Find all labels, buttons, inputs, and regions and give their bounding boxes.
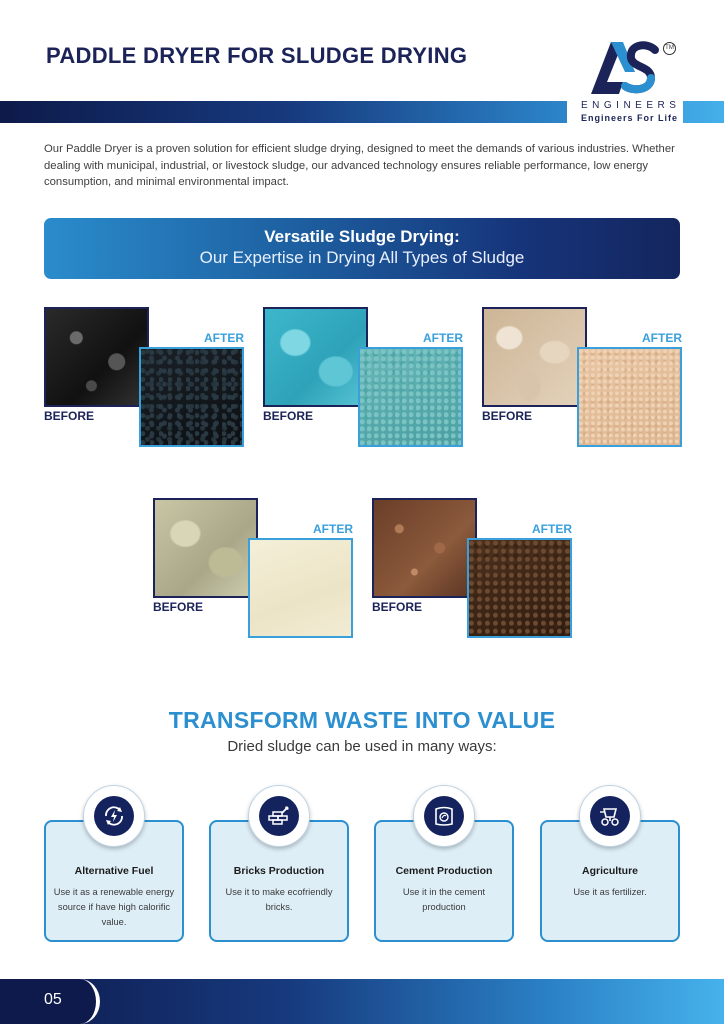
sludge-sample-black: [44, 307, 244, 449]
card-description: Use it in the cement production: [402, 887, 486, 912]
card-description: Use it as a renewable energy source if have high calorific value.: [53, 887, 175, 927]
company-logo: [567, 38, 683, 126]
sludge-sample-beige: [482, 307, 682, 449]
before-label: BEFORE: [153, 600, 204, 614]
before-image: [153, 498, 258, 598]
card-title: Cement Production: [395, 865, 493, 877]
section-title: TRANSFORM WASTE INTO VALUE: [168, 707, 556, 733]
trademark-badge: TM: [663, 42, 676, 55]
fertilizer-spreader-icon: [579, 785, 641, 847]
section-subtitle: Dried sludge can be used in many ways:: [227, 738, 497, 755]
after-label: AFTER: [204, 331, 244, 345]
renewable-energy-icon: [83, 785, 145, 847]
after-image: [467, 538, 572, 638]
before-label: BEFORE: [44, 409, 95, 423]
after-label: AFTER: [532, 522, 572, 536]
after-label: AFTER: [423, 331, 463, 345]
before-image: [372, 498, 477, 598]
bricks-icon: [248, 785, 310, 847]
logo-tagline: Engineers For Life: [581, 113, 679, 123]
after-image: [577, 347, 682, 447]
intro-paragraph: Our Paddle Dryer is a proven solution for efficient sludge drying, designed to meet the demands of various industries. Whether dealing with municipal, industrial, or livestock sludge, our advanced technology ensures reliable performance, low energy consumption, and minimal environmental impact.: [44, 143, 675, 188]
footer-gradient-bar: [0, 979, 724, 1024]
card-description: Use it as fertilizer.: [573, 887, 647, 897]
after-image: [358, 347, 463, 447]
page-title: PADDLE DRYER FOR SLUDGE DRYING: [46, 43, 468, 68]
as-logo-mark-icon: [589, 38, 661, 98]
after-label: AFTER: [642, 331, 682, 345]
page-number: 05: [44, 991, 62, 1008]
after-image: [248, 538, 353, 638]
sludge-sample-teal: [263, 307, 463, 449]
logo-name: ENGINEERS: [581, 100, 681, 111]
before-image: [44, 307, 149, 407]
cement-bag-icon: [413, 785, 475, 847]
card-description: Use it to make ecofriendly bricks.: [225, 887, 333, 912]
card-title: Agriculture: [581, 865, 638, 877]
before-label: BEFORE: [482, 409, 533, 423]
versatile-drying-banner: [44, 218, 680, 279]
card-title: Bricks Production: [233, 865, 325, 877]
before-image: [482, 307, 587, 407]
card-title: Alternative Fuel: [74, 865, 154, 877]
banner-subtitle: Our Expertise in Drying All Types of Sludge: [199, 248, 525, 267]
before-image: [263, 307, 368, 407]
sludge-sample-brown: [372, 498, 572, 640]
before-label: BEFORE: [263, 409, 314, 423]
sludge-sample-clay: [153, 498, 353, 640]
before-label: BEFORE: [372, 600, 423, 614]
after-label: AFTER: [313, 522, 353, 536]
banner-title: Versatile Sludge Drying:: [264, 227, 460, 246]
after-image: [139, 347, 244, 447]
